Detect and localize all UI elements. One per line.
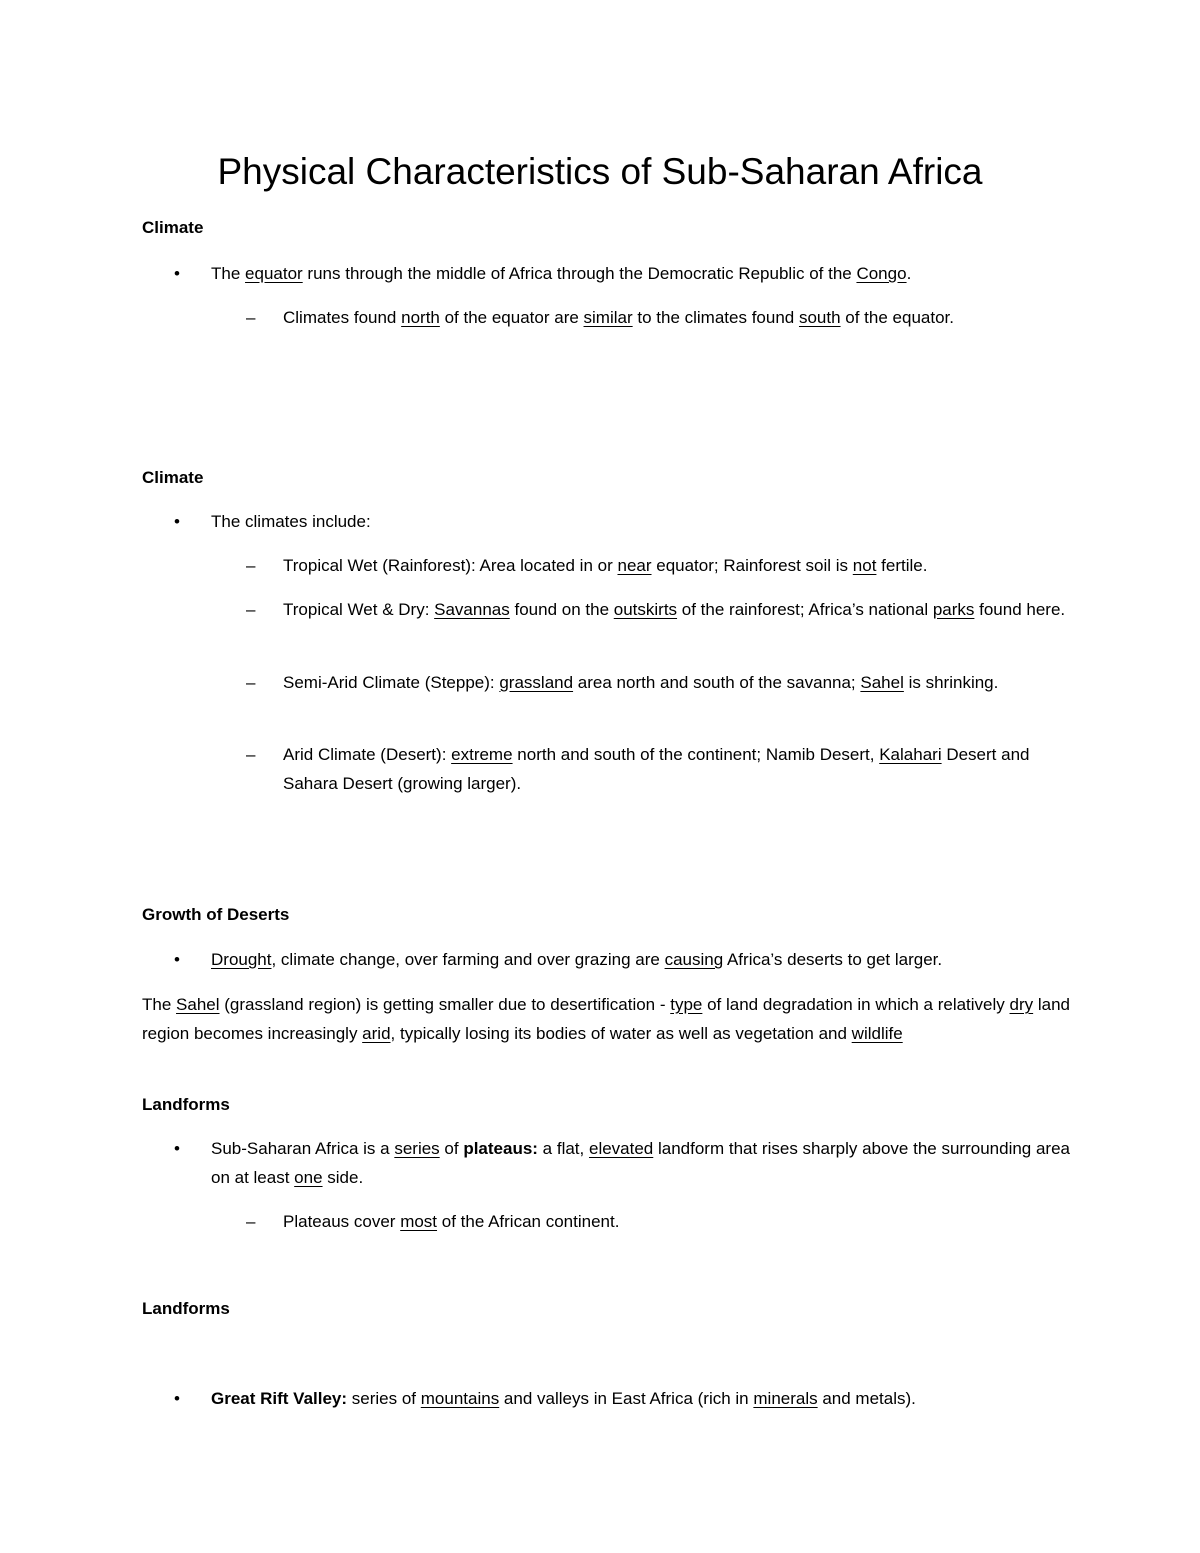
section-heading-climate-1: Climate bbox=[142, 218, 204, 237]
subitem-climates-similar: Climates found north of the equator are similar to the climates found south of the equator. bbox=[283, 308, 954, 327]
bullet-marker: • bbox=[174, 264, 180, 283]
dash-marker: – bbox=[246, 1212, 256, 1231]
bullet-plateaus: Sub-Saharan Africa is a series of plateaus: a flat, elevated landform that rises sharply above the surrounding area on at least one side. bbox=[211, 1139, 1070, 1187]
bullet-climates-include: The climates include: bbox=[211, 512, 371, 531]
bullet-great-rift-valley: Great Rift Valley: series of mountains and valleys in East Africa (rich in minerals and metals). bbox=[211, 1389, 916, 1408]
bullet-marker: • bbox=[174, 512, 180, 531]
dash-marker: – bbox=[246, 673, 256, 692]
dash-marker: – bbox=[246, 308, 256, 327]
subitem-semi-arid: Semi-Arid Climate (Steppe): grassland area north and south of the savanna; Sahel is shrinking. bbox=[283, 673, 999, 692]
paragraph-sahel: The Sahel (grassland region) is getting smaller due to desertification - type of land degradation in which a relatively dry land region becomes increasingly arid, typically losing its bodies of water as well as vegetation and wildlife bbox=[142, 995, 1071, 1043]
dash-marker: – bbox=[246, 600, 256, 619]
section-heading-growth-of-deserts: Growth of Deserts bbox=[142, 905, 290, 924]
dash-marker: – bbox=[246, 556, 256, 575]
bullet-marker: • bbox=[174, 1139, 180, 1158]
section-heading-landforms-1: Landforms bbox=[142, 1095, 230, 1114]
subitem-plateaus-cover: Plateaus cover most of the African continent. bbox=[283, 1212, 620, 1231]
section-heading-landforms-2: Landforms bbox=[142, 1299, 230, 1318]
bullet-marker: • bbox=[174, 1389, 180, 1408]
dash-marker: – bbox=[246, 745, 256, 764]
subitem-tropical-wet-dry: Tropical Wet & Dry: Savannas found on the outskirts of the rainforest; Africa’s national parks found here. bbox=[283, 600, 1066, 619]
document-title: Physical Characteristics of Sub-Saharan Africa bbox=[217, 151, 983, 192]
bullet-equator: The equator runs through the middle of Africa through the Democratic Republic of the Congo. bbox=[211, 264, 912, 283]
subitem-arid: Arid Climate (Desert): extreme north and south of the continent; Namib Desert, Kalahari Desert and Sahara Desert (growing larger). bbox=[283, 745, 1030, 793]
section-heading-climate-2: Climate bbox=[142, 468, 204, 487]
subitem-tropical-wet: Tropical Wet (Rainforest): Area located in or near equator; Rainforest soil is not fertile. bbox=[283, 556, 928, 575]
bullet-marker: • bbox=[174, 950, 180, 969]
bullet-drought: Drought, climate change, over farming and over grazing are causing Africa’s deserts to get larger. bbox=[211, 950, 943, 969]
